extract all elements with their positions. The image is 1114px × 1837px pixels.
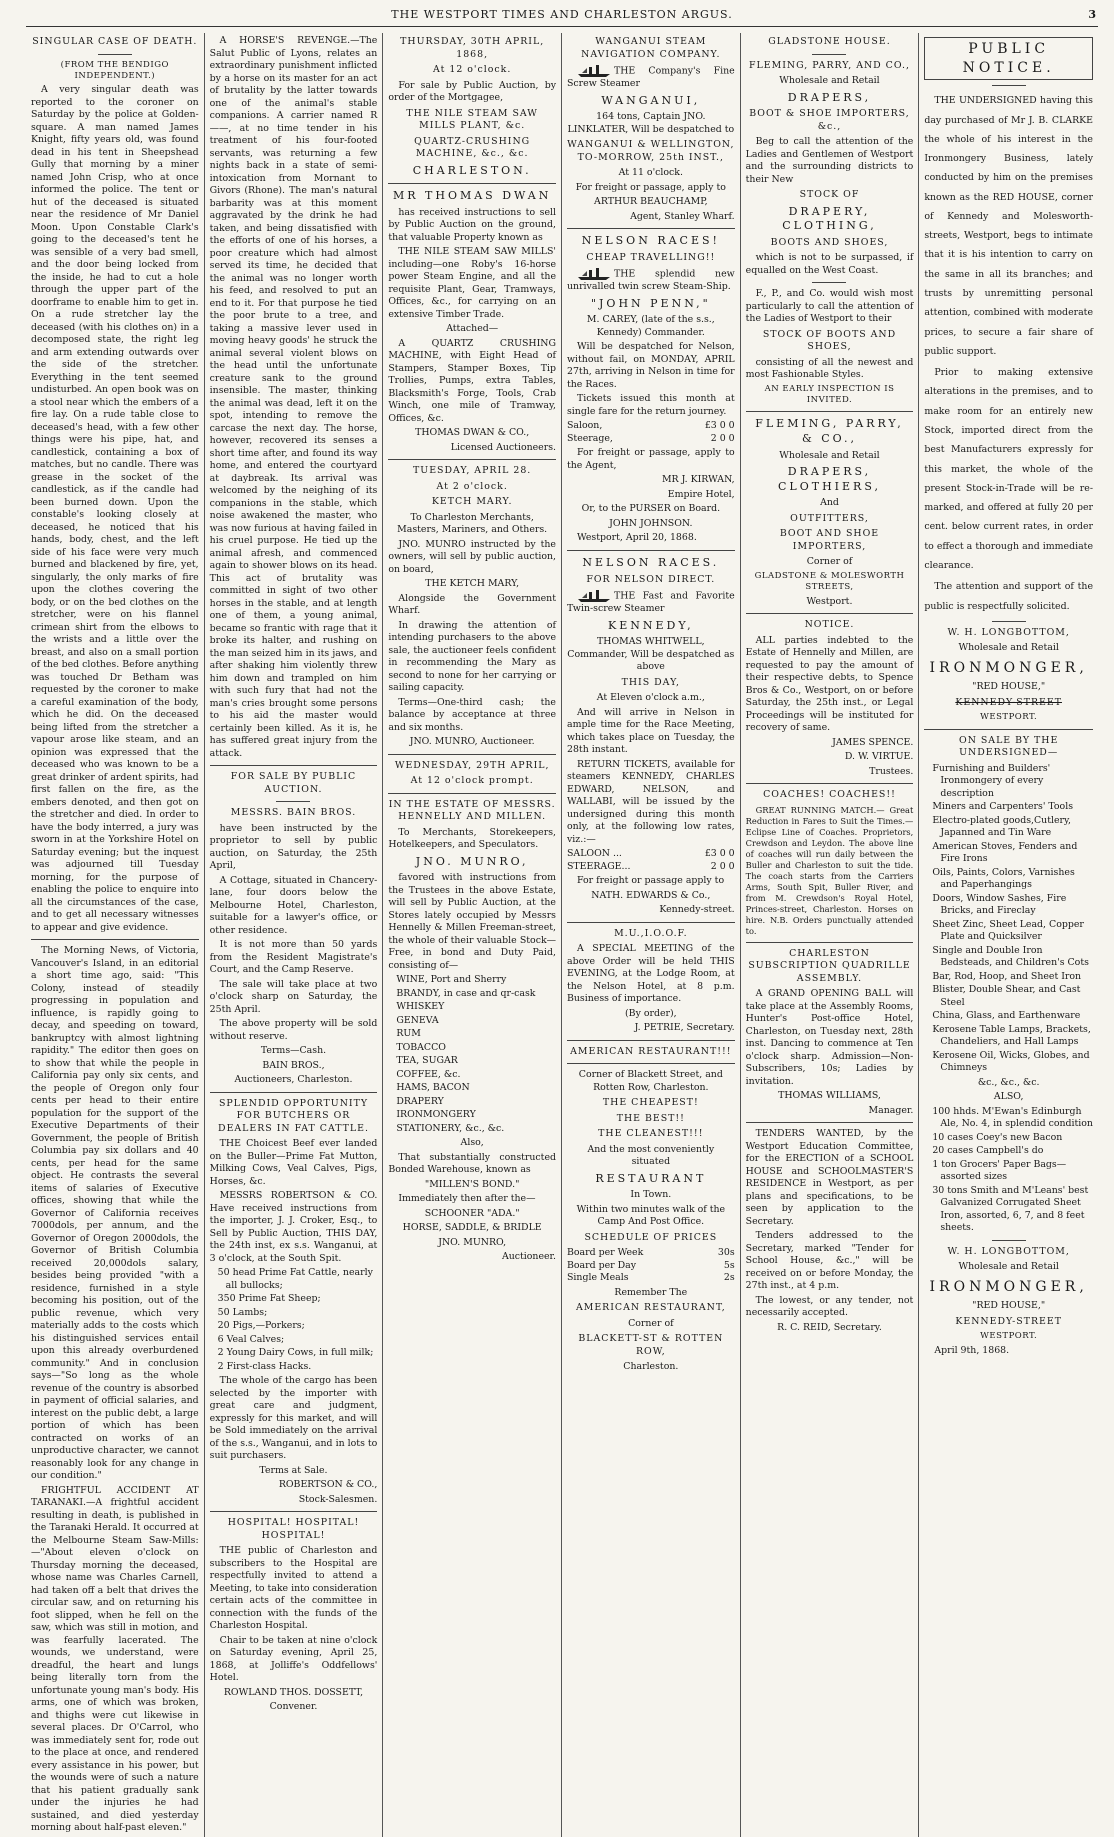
ad-body: SCHOONER "ADA." xyxy=(424,1207,520,1219)
ad-body: Attached— xyxy=(446,323,499,335)
ad-body: &c., &c., &c. xyxy=(977,1076,1040,1088)
ad-time: At 2 o'clock. xyxy=(436,480,508,492)
ad-signature: W. H. LONGBOTTOM, xyxy=(947,1245,1070,1257)
ad-body: Beg to call the attention of the Ladies and Gentlemen of Westport and the surrounding districts to their New xyxy=(745,136,914,185)
column-6 xyxy=(919,33,1098,1837)
ad-body: The attention and support of the public is respectfully solicited. xyxy=(924,581,1093,612)
ad-signature: D. W. VIRTUE. xyxy=(844,751,914,763)
fare-label: Steerage, xyxy=(567,432,613,444)
list-item: TOBACCO xyxy=(396,1041,446,1053)
price-label: Board per Day xyxy=(567,1259,636,1271)
ad-body: For sale by Public Auction, by order of the Mortgagee, xyxy=(388,79,556,103)
ad-headline: COACHES! COACHES!! xyxy=(763,789,896,801)
ad-auctioneer: JNO. MUNRO, xyxy=(415,854,529,868)
ad-body: Within two minutes walk of the Camp And Post Office. xyxy=(576,1203,726,1228)
list-item: Kerosene Table Lamps, Brackets, Chandeliers, and Hall Lamps xyxy=(932,1023,1091,1048)
article-body: A very singular death was reported to the coroner on Saturday by the police at Golden-square. A man named James Knight, fifty years old, was found dead in his tent in Sheepshead Gully that morning by a miner named John Crisp, who at once informed the police. The tent or hut of the deceased is situated near the residence of Mr Daniel Moon. Upon Constable Clark's going to the deceased's tent he was sensible of a very bad smell, and the door being locked from the inside, he had to cut a hole through the upper part of the doorframe to enable him to get in. On a rude stretcher lay the deceased (with his clothes on) in a decomposed state, the right leg and arm extending outwards over the side of the stretcher. Everything in the tent seemed undisturbed. An open book was on a stool near which the embers of a fire lay. On a rude table close to deceased's head, with a few other things were his pipe, hat, and candlestick, containing a box of matches, but no candle. There was grease in the socket of the candlestick, as if the candle had been burned down. Upon the constable's looking closely at deceased, he noticed that his hands, body, chest, and the left side of his face were very much burned and blackened by fire, yet, singularly, the only marks of fire upon the clothes covering the body, or on the bed clothes on the stretcher, were on his flannel crimean shirt from the elbows to the wrists and a little over the breast, and also on a small portion of the bed clothes. Before anything was touched Dr Betham was requested by the coroner to make a careful examination of the body, which he did. On the deceased being lifted from the stretcher a vapour arose like steam, and an opinion was expressed that the deceased who was known to be a great drinker of ardent spirits, had first fallen on the fire, as the embers denoted, and then got on the stretcher and died. In order to have the body interred, a jury was sworn in at the Yorkshire Hotel on Saturday evening; but the inquest was adjourned till Tuesday morning, for the purpose of enabling the police to enquire into all the circumstances of the case, and to get all necessary witnesses to appear and give evidence. xyxy=(31,84,199,933)
ad-headline: PUBLIC NOTICE. xyxy=(924,37,1093,80)
masthead-title: THE WESTPORT TIMES AND CHARLESTON ARGUS. xyxy=(391,8,733,21)
ad-headline: FOR SALE BY PUBLIC AUCTION. xyxy=(230,771,357,795)
ad-signature: ROBERTSON & CO., xyxy=(278,1479,378,1490)
fare-label: STEERAGE... xyxy=(567,860,631,872)
price-label: Single Meals xyxy=(567,1272,629,1284)
ad-body: THE KETCH MARY, xyxy=(425,578,520,590)
ad-body: have been instructed by the proprietor to sell by public auction, on Saturday, the 25th April, xyxy=(209,822,378,871)
ad-body: THE Fast and Favorite Twin-screw Steamer xyxy=(567,590,735,614)
list-item: 20 Pigs,—Porkers; xyxy=(217,1320,305,1331)
list-item: Doors, Window Sashes, Fire Bricks, and Fireclay xyxy=(932,892,1067,917)
list-item: Kerosene Oil, Wicks, Globes, and Chimneys xyxy=(932,1049,1090,1074)
list-item: COFFEE, &c. xyxy=(396,1068,461,1080)
list-item: RUM xyxy=(396,1028,421,1040)
ad-body: Will be despatched for Nelson, without fail, on MONDAY, APRIL 27th, arriving in Nelson in time for the Races. xyxy=(567,341,735,390)
ad-signature: Auctioneer. xyxy=(501,1251,556,1263)
ad-body: THE public of Charleston and subscribers to the Hospital are respectfully invited to attend a Meeting, to take into consideration certain acts of the committee in connection with the funds of the Charleston Hospital. xyxy=(209,1545,378,1631)
ad-item: GLADSTONE & MOLESWORTH STREETS, xyxy=(754,570,905,593)
ad-signature: BAIN BROS., xyxy=(262,1059,325,1071)
ad-headline: NELSON RACES. xyxy=(582,555,720,569)
ad-signature: Manager. xyxy=(868,1104,914,1116)
page-number: 3 xyxy=(1088,8,1096,21)
list-item: IRONMONGERY xyxy=(396,1109,476,1121)
ad-date: THURSDAY, 30TH APRIL, 1868, xyxy=(400,36,545,60)
ad-headline: NOTICE. xyxy=(804,619,855,631)
column-5 xyxy=(741,33,920,1837)
ad-signature: JNO. MUNRO, xyxy=(438,1236,507,1248)
fare-row xyxy=(567,848,735,861)
list-item: Blister, Double Shear, and Cast Steel xyxy=(932,984,1081,1008)
list-item: 30 tons Smith and M'Leans' best Galvanized Corrugated Sheet Iron, assorted, 6, 7, and 8 feet sheets. xyxy=(932,1184,1089,1234)
article-body: The Morning News, of Victoria, Vancouver's Island, in an editorial a short time ago, said: "This Colony, instead of steadily progressing in population and influence, is rapidly going to decay, and speeding on toward, bankruptcy with almost lightning rapidity." The editor then goes on to show that while the people in California pay only six cents, and the people of Oregon only four cents per head to their entire population for the support of the Executive Departments of their Government, the people of British Columbia pay six dollars and 40 cents, per head for the same object. He contrasts the several items of salaries of Executive offices, showing that while the Governor of California receives 7000dols, per annum, and the Governor of Oregon 2000dols, the Governor of British Columbia received 20,000dols salary, besides being provided "with a residence, furnished in a style becoming his position, out of the public revenue, which very materially adds to the costs which his distinguished services entail upon this already overburdened community." And in conclusion says—"So long as the whole revenue of the country is absorbed in payment of official salaries, and interest on the public debt, a large portion of which has been contracted on works of an unproductive character, we cannot reasonably look for any change in our condition." xyxy=(31,945,199,1482)
ad-body: It is not more than 50 yards from the Resident Magistrate's Court, and the Camp Reserve. xyxy=(209,939,378,975)
ad-headline: GLADSTONE HOUSE. xyxy=(768,36,891,47)
price-row xyxy=(567,1260,735,1273)
cattle-list xyxy=(210,1267,378,1373)
list-item: 20 cases Campbell's do xyxy=(932,1145,1044,1157)
ad-item: STOCK OF xyxy=(799,189,860,201)
ad-body: WESTPORT. xyxy=(980,712,1038,723)
ad-body: HORSE, SADDLE, & BRIDLE xyxy=(402,1222,542,1234)
ad-headline: HOSPITAL! HOSPITAL! HOSPITAL! xyxy=(227,1517,360,1541)
ad-body: A SPECIAL MEETING of the above Order will be held THIS EVENING, at the Lodge Room, at the Nelson Hotel, at 8 p.m. Business of importance. xyxy=(567,943,735,1005)
ad-body: At 11 o'clock. xyxy=(618,167,683,179)
ad-body: And the most conveniently situated xyxy=(587,1143,715,1168)
ad-item: STOCK OF BOOTS AND SHOES, xyxy=(762,328,897,353)
ad-signature: ARTHUR BEAUCHAMP, xyxy=(594,196,708,208)
ad-signature: Agent, Stanley Wharf. xyxy=(630,210,735,222)
list-item: Bar, Rod, Hoop, and Sheet Iron xyxy=(932,970,1082,982)
ad-body: "MILLEN'S BOND." xyxy=(424,1178,520,1190)
ad-body: favored with instructions from the Trustees in the above Estate, will sell by Public Auction, at the Stores lately occupied by Messrs Hennelly & Millen Freeman-street, the whole of their valuable Stock—Free, in bond and Duty Paid, consisting of— xyxy=(388,872,556,971)
ad-item: BOOT AND SHOE IMPORTERS, xyxy=(779,528,880,552)
ad-body: The sale will take place at two o'clock sharp on Saturday, the 25th April. xyxy=(209,978,378,1015)
ad-body: Tenders addressed to the Secretary, marked "Tender for School House, &c.," will be received on or before Monday, the 27th inst., at 4 p.m. xyxy=(745,1230,914,1292)
masthead xyxy=(26,8,1098,27)
ad-item: AMERICAN RESTAURANT, xyxy=(575,1302,726,1314)
ad-item: THE CLEANEST!!! xyxy=(598,1128,704,1140)
ad-body: MESSRS ROBERTSON & CO. Have received instructions from the importer, J. J. Croker, Esq., to Sell by Public Auction, THIS DAY, the 24th inst, ex s.s. Wanganui, at 3 o'clock, at the South Spit. xyxy=(209,1190,378,1264)
ad-headline: M.U.,I.O.O.F. xyxy=(614,927,688,939)
ad-body: 164 tons, Captain JNO. LINKLATER, Will be despatched to xyxy=(567,111,735,135)
list-item: DRAPERY xyxy=(396,1095,444,1107)
ad-item: BLACKETT-ST & ROTTEN ROW, xyxy=(578,1333,724,1357)
ad-body: "RED HOUSE," xyxy=(972,681,1046,693)
list-item: HAMS, BACON xyxy=(396,1082,470,1094)
ad-item: BOOTS AND SHOES, xyxy=(770,236,889,248)
list-item: American Stoves, Fenders and Fire Irons xyxy=(932,840,1078,865)
ad-headline: WANGANUI STEAM NAVIGATION COMPANY. xyxy=(581,36,721,60)
list-item: 1 ton Grocers' Paper Bags—assorted sizes xyxy=(932,1158,1067,1183)
ad-body: At Eleven o'clock a.m., xyxy=(596,692,705,704)
price-label: Board per Week xyxy=(567,1247,644,1259)
column-1 xyxy=(26,33,205,1837)
ad-signature: Licensed Auctioneers. xyxy=(450,441,556,453)
list-item: 50 Lambs; xyxy=(217,1306,268,1318)
ad-body: "RED HOUSE," xyxy=(972,1300,1046,1312)
ad-body: has received instructions to sell by Public Auction on the ground, that valuable Property known as xyxy=(388,206,556,243)
list-item: WHISKEY xyxy=(396,1001,445,1013)
ad-body: WESTPORT. xyxy=(980,1331,1038,1342)
ad-body: THOMAS WHITWELL, Commander, Will be despatched as above xyxy=(567,636,735,673)
fare-label: SALOON ... xyxy=(567,848,622,860)
ad-body: Corner of xyxy=(628,1317,674,1329)
ad-body: The above property will be sold without reserve. xyxy=(209,1018,378,1042)
ad-item: BOOT & SHOE IMPORTERS, &c., xyxy=(749,108,910,132)
ad-item: KETCH MARY. xyxy=(431,496,513,508)
ad-body: In drawing the attention of intending purchasers to the above sale, the auctioneer feels confident in recommending the Mary as second to none for her carrying or sailing capacity. xyxy=(388,619,556,694)
list-item: 100 hhds. M'Ewan's Edinburgh Ale, No. 4, in splendid condition xyxy=(932,1105,1093,1130)
column-3 xyxy=(383,33,562,1837)
ad-signature: Trustees. xyxy=(869,765,914,777)
ad-body: That substantially constructed Bonded Warehouse, known as xyxy=(388,1151,556,1176)
ad-place: CHARLESTON. xyxy=(412,163,532,177)
ad-headline: AMERICAN RESTAURANT!!! xyxy=(570,1045,732,1057)
ad-body: THE NILE STEAM SAW MILLS' including—one Roby's 16-horse power Steam Engine, and all the requisite Plant, Gear, Tramways, Offices, &c., for carrying on an extensive Timber Trade. xyxy=(388,246,556,320)
ad-body: M. CAREY, (late of the s.s., Kennedy) Commander. xyxy=(586,314,715,338)
ad-body: THE UNDERSIGNED having this day purchased of Mr J. B. CLARKE the whole of his interest in the Ironmongery Business, lately conducted by him on the premises known as the RED HOUSE, corner of Kennedy and Molesworth-streets, Westport, begs to intimate that it is his intention to carry on the same in all its branches; and trusts by unremitting personal attention, combined with moderate prices, to secure a fair share of public support. xyxy=(924,95,1093,357)
steamship-icon xyxy=(577,64,611,78)
list-item: BRANDY, in case and qr-cask xyxy=(396,987,536,999)
ad-body: THE Choicest Beef ever landed on the Buller—Prime Fat Mutton, Milking Cows, Veal Calves, Pigs, Horses, &c. xyxy=(209,1138,378,1187)
ad-item: SCHEDULE OF PRICES xyxy=(584,1231,718,1243)
ad-signature: NATH. EDWARDS & Co., xyxy=(591,889,711,901)
ad-headline: ON SALE BY THE UNDERSIGNED— xyxy=(959,734,1059,759)
ad-item: IRONMONGER, xyxy=(929,1278,1088,1295)
ad-body: Alongside the Government Wharf. xyxy=(388,592,556,617)
steamship-icon xyxy=(577,589,611,603)
list-item: China, Glass, and Earthenware xyxy=(932,1010,1081,1022)
goods-list xyxy=(924,1106,1093,1235)
ad-headline: NELSON RACES! xyxy=(581,234,720,248)
ship-name: WANGANUI, xyxy=(601,93,701,107)
ad-item: RESTAURANT xyxy=(595,1171,707,1185)
list-item: Furnishing and Builders' Ironmongery of every description xyxy=(932,762,1051,799)
ad-signature: JAMES SPENCE. xyxy=(832,736,914,748)
list-item: GENEVA xyxy=(396,1014,439,1026)
ad-body: Tickets issued this month at single fare for the return journey. xyxy=(567,393,735,417)
list-item: STATIONERY, &c., &c. xyxy=(396,1122,505,1134)
ad-body: Prior to making extensive alterations in the premises, and to make room for an entirely new Stock, imported direct from the best Manufacturers expressly for this market, the whole of the present Stock-in-Trade will be re-marked, and offered at fully 20 per cent. below current rates, in order to effect a thorough and immediate clearance. xyxy=(924,367,1093,571)
ad-item: THE CHEAPEST! xyxy=(602,1097,699,1109)
list-item: 10 cases Coey's new Bacon xyxy=(932,1131,1063,1143)
ad-body: Wholesale and Retail xyxy=(779,449,880,461)
ironmongery-list xyxy=(924,763,1093,1075)
ad-date: TUESDAY, APRIL 28. xyxy=(413,465,532,477)
column-4 xyxy=(562,33,741,1837)
list-item: 350 Prime Fat Sheep; xyxy=(217,1293,321,1304)
ad-signature: Convener. xyxy=(269,1701,318,1712)
ad-body: Corner of Blackett Street, and Rotten Row, Charleston. xyxy=(578,1069,723,1093)
ad-item: THE NILE STEAM SAW MILLS PLANT, &c. xyxy=(406,107,538,131)
fare-row xyxy=(567,420,735,433)
ad-signature: THOMAS DWAN & CO., xyxy=(415,427,530,439)
ad-body: Remember The xyxy=(614,1286,688,1298)
list-item: Sheet Zinc, Sheet Lead, Copper Plate and Quicksilver xyxy=(932,918,1084,943)
ad-body: ALSO, xyxy=(993,1091,1024,1103)
ad-date: WEDNESDAY, 29TH APRIL, xyxy=(394,759,550,771)
ad-signature: J. PETRIE, Secretary. xyxy=(634,1022,735,1034)
ad-item: IRONMONGER, xyxy=(929,659,1088,676)
ad-signature: MR J. KIRWAN, xyxy=(661,474,735,486)
price-value: 30s xyxy=(717,1247,735,1259)
ad-body: A Cottage, situated in Chancery-lane, four doors below the Melbourne Hotel, Charleston, suitable for a lawyer's office, or other residence. xyxy=(209,874,378,936)
list-item: Miners and Carpenters' Tools xyxy=(932,801,1074,813)
ad-body: TENDERS WANTED, by the Westport Education Committee, for the ERECTION of a SCHOOL HOUSE and SCHOOLMASTER'S RESIDENCE in Westport, as per plans and specifications, to be seen by application to the Secretary. xyxy=(745,1128,914,1227)
ad-signature: JOHN JOHNSON. xyxy=(609,517,693,529)
ad-body: A QUARTZ CRUSHING MACHINE, with Eight Head of Stampers, Stamper Boxes, Tip Trollies, Pumps, extra Tables, Blacksmith's Forge, Tools, Crab Winch, one mile of Tramway, Offices, &c. xyxy=(388,337,556,424)
ad-item: QUARTZ-CRUSHING MACHINE, &c., &c. xyxy=(414,135,531,159)
ad-time: At 12 o'clock prompt. xyxy=(410,775,534,787)
ad-body: JNO. MUNRO instructed by the owners, will sell by public auction, on board, xyxy=(388,538,556,575)
fare-value: 2 0 0 xyxy=(710,860,735,872)
ad-signature: W. H. LONGBOTTOM, xyxy=(947,626,1070,638)
ship-name: "JOHN PENN," xyxy=(590,296,711,310)
ad-item: KENNEDY-STREET xyxy=(955,1315,1062,1327)
price-value: 2s xyxy=(723,1272,735,1284)
ad-body: To Merchants, Storekeepers, Hotelkeepers, and Speculators. xyxy=(388,826,556,851)
ad-signature: JNO. MUNRO, Auctioneer. xyxy=(409,736,535,748)
ad-body: In Town. xyxy=(630,1189,672,1201)
ad-body: And xyxy=(820,497,839,509)
ad-signature: Stock-Salesmen. xyxy=(298,1493,378,1505)
ad-item: THIS DAY, xyxy=(621,676,681,688)
ad-item: OUTFITTERS, xyxy=(790,512,869,524)
ad-body: Wholesale and Retail xyxy=(958,1261,1059,1273)
price-value: 5s xyxy=(723,1259,735,1271)
ad-item: DRAPERS, CLOTHIERS, xyxy=(778,465,881,493)
ad-signature: Auctioneers, Charleston. xyxy=(234,1074,353,1085)
ad-body: (By order), xyxy=(625,1007,677,1019)
ad-body: The lowest, or any tender, not necessarily accepted. xyxy=(745,1294,914,1319)
ad-body: ALL parties indebted to the Estate of Hennelly and Millen, are requested to pay the amount of their respective debts, to Spence Bros & Co., Westport, on or before Saturday, the 25th inst., or Legal Proceedings will be instituted for recovery of same. xyxy=(745,634,914,734)
ad-firm: MESSRS. BAIN BROS. xyxy=(230,807,357,818)
ad-body: For freight or passage, apply to the Agent, xyxy=(567,447,735,471)
ad-item: THE BEST!! xyxy=(616,1112,685,1124)
list-item: 2 Young Dairy Cows, in full milk; xyxy=(217,1347,374,1358)
ad-signature: Empire Hotel, xyxy=(667,488,735,500)
list-item: Single and Double Iron Bedsteads, and Children's Cots xyxy=(932,944,1089,969)
fare-row xyxy=(567,433,735,446)
ad-body: RETURN TICKETS, available for steamers KENNEDY, CHARLES EDWARD, NELSON, and WALLABI, will be issued by the undersigned during this month only, at the following low rates, viz.:— xyxy=(567,758,735,845)
ad-item: IN THE ESTATE OF MESSRS. HENNELLY AND MILLEN. xyxy=(388,798,556,823)
ad-item: DRAPERY, CLOTHING, xyxy=(782,204,877,233)
price-row xyxy=(567,1247,735,1260)
ad-item: DRAPERS, xyxy=(787,90,872,104)
ad-headline: SPLENDID OPPORTUNITY FOR BUTCHERS OR DEALERS IN FAT CATTLE. xyxy=(218,1097,369,1134)
ad-body: Corner of xyxy=(806,556,853,568)
ad-body: The whole of the cargo has been selected by the importer with great care and judgment, expressly for this market, and will be Sold immediately on the arrival of the s.s., Wanganui, and in lots to suit purchasers. xyxy=(209,1375,378,1461)
ad-body: GREAT RUNNING MATCH.— Great Reduction in Fares to Suit the Times.—Eclipse Line of Coaches. Proprietors, Crewdson and Leydon. The above line of coaches will run daily between the Buller and Charleston to suit the tide. The coach starts from the Carriers Arms, South Spit, Buller River, and from M. Crewdson's Royal Hotel, Princes-street, Charleston. Horses on hire. N.B. Orders punctually attended to. xyxy=(745,804,914,936)
list-item: Electro-plated goods,Cutlery, Japanned and Tin Ware xyxy=(932,814,1072,839)
ad-body: Charleston. xyxy=(623,1361,679,1373)
ad-terms: Terms at Sale. xyxy=(259,1464,328,1476)
article-body: FRIGHTFUL ACCIDENT AT TARANAKI.—A frightful accident resulting in death, is published in the Taranaki Herald. It occurred at the Melbourne Steam Saw-Mills:—"About eleven o'clock on Thursday morning the deceased, whose name was Charles Carnell, had taken off a belt that drives the circular saw, and on returning his foot slipped, when he fell on the saw, which was still in motion, and was fearfully lacerated. The wounds, we understand, were dreadful, the heart and lungs being literally torn from the unfortunate young man's body. His arms, one of which was broken, and thighs were cut likewise in several places. Dr O'Carrol, who was immediately sent for, rode out to the place at once, and rendered every assistance in his power, but the wounds were of such a nature that his patient gradually sank under the injuries he had sustained, and died yesterday morning about half-past eleven." xyxy=(31,1484,199,1834)
list-item: 6 Veal Calves; xyxy=(217,1333,285,1345)
ad-signature: Kennedy-street. xyxy=(659,904,735,916)
ad-body: A GRAND OPENING BALL will take place at the Assembly Rooms, Hunter's Post-office Hotel, Charleston, on Tuesday next, 28th inst. Dancing to commence at Ten o'clock sharp. Admission—Non-Subscribers, 10s; Ladies by invitation. xyxy=(745,988,914,1087)
list-item: Oils, Paints, Colors, Varnishes and Paperhangings xyxy=(932,866,1075,891)
list-item: TEA, SUGAR xyxy=(396,1055,458,1067)
ad-body: Also, xyxy=(460,1137,484,1149)
ship-name: KENNEDY, xyxy=(607,618,694,632)
ad-item: FOR NELSON DIRECT. xyxy=(586,573,716,585)
ad-headline: CHARLESTON SUBSCRIPTION QUADRILLE ASSEMBLY. xyxy=(748,947,911,984)
fare-label: Saloon, xyxy=(567,420,603,432)
ad-body: Chair to be taken at nine o'clock on Saturday evening, April 25, 1868, at Jolliffe's Oddfellows' Hotel. xyxy=(209,1634,378,1683)
ad-date: April 9th, 1868. xyxy=(934,1344,1010,1356)
fare-value: £3 0 0 xyxy=(704,848,735,860)
ad-body: Wholesale and Retail xyxy=(779,75,880,86)
article-headline: SINGULAR CASE OF DEATH. xyxy=(32,36,198,47)
fare-row xyxy=(567,861,735,874)
ad-item: KENNEDY-STREET xyxy=(955,696,1062,708)
column-2 xyxy=(205,33,384,1837)
ad-body: THE splendid new unrivalled twin screw Steam-Ship. xyxy=(567,268,735,293)
ad-signature: THOMAS WILLIAMS, xyxy=(778,1090,881,1102)
ad-signature: R. C. REID, Secretary. xyxy=(777,1321,882,1333)
ad-body: Terms—One-third cash; the balance by acceptance at three and six months. xyxy=(388,696,556,733)
ad-item: AN EARLY INSPECTION IS INVITED. xyxy=(764,383,895,406)
ad-body: which is not to be surpassed, if equalled on the West Coast. xyxy=(745,252,914,276)
ad-firm: FLEMING, PARRY, AND CO., xyxy=(749,59,910,71)
ad-body: Immediately then after the— xyxy=(398,1193,536,1205)
ad-date: Westport, April 20, 1868. xyxy=(577,532,697,544)
ad-body: Wholesale and Retail xyxy=(958,642,1059,654)
list-item: 50 head Prime Fat Cattle, nearly all bullocks; xyxy=(217,1267,373,1291)
ad-body: Westport. xyxy=(806,595,853,607)
article-source: (FROM THE BENDIGO INDEPENDENT.) xyxy=(60,59,169,81)
ad-terms: Terms—Cash. xyxy=(260,1045,327,1056)
ad-signature: ROWLAND THOS. DOSSETT, xyxy=(223,1686,364,1698)
ad-auctioneer: MR THOMAS DWAN xyxy=(392,189,552,203)
ad-time: At 12 o'clock. xyxy=(433,64,512,75)
ad-item: WANGANUI & WELLINGTON, TO-MORROW, 25th INST., xyxy=(567,139,735,163)
goods-list xyxy=(388,974,556,1135)
ad-body: Or, to the PURSER on Board. xyxy=(581,503,721,515)
price-row xyxy=(567,1272,735,1285)
ad-body: And will arrive in Nelson in ample time for the Race Meeting, which takes place on Tuesday, the 28th instant. xyxy=(567,706,735,756)
ad-body: THE Company's Fine Screw Steamer xyxy=(567,65,735,89)
ad-body: For freight or passage, apply to xyxy=(575,181,726,193)
ad-item: CHEAP TRAVELLING!! xyxy=(586,251,716,263)
article-body: A HORSE'S REVENGE.—The Salut Public of Lyons, relates an extraordinary punishment inflicted by a horse on its master for an act of brutality by the latter towards one of the animal's stable companions. A carrier named R——, at no time tender in his treatment of his four-footed servants, was returning a few nights back in a state of semi-intoxication from Mornant to Givors (Rhone). The man's natural barbarity was at this moment aggravated by the drink he had taken, and being dissatisfied with the efforts of one of his horses, a poor creature which had almost served its time, he decided that the animal was no longer worth his feed, and resolved to put an end to it. For that purpose he tied the poor brute to a tree, and taking a massive lever used in moving heavy goods' he struck the animal several violent blows on the head until the unfortunate creature sank to the ground insensible. The master, thinking the animal was dead, left it on the spot, intending to remove the carcase the next day. The horse, however, recovered its senses a short time after, and found its way home, and entered the courtyard at daybreak. Its arrival was welcomed by the neighing of its companions in the stable, which noise awakened the master, who was now furious at having failed in his cruel purpose. He tied up the animal afresh, and commenced again to shower blows on its head. This act of brutality was committed in sight of two other horses in the stable, and at length one of them, a young animal, became so frantic with rage that it broke its halter, and rushing on the man seized him in its jaws, and after shaking him violently threw him down and trampled on him with such fury that had not the man's cries brought some persons to his aid the master would certainly been killed. As it is, he has suffered great injury from the attack. xyxy=(209,35,378,759)
ad-body: To Charleston Merchants, Masters, Mariners, and Others. xyxy=(397,511,548,536)
fare-value: £3 0 0 xyxy=(704,420,735,432)
fare-value: 2 0 0 xyxy=(710,432,735,444)
list-item: WINE, Port and Sherry xyxy=(396,974,507,986)
ad-body: F., P., and Co. would wish most particularly to call the attention of the Ladies of Westport to their xyxy=(745,288,914,325)
ad-firm: FLEMING, PARRY, & CO., xyxy=(755,417,904,446)
ad-body: consisting of all the newest and most Fashionable Styles. xyxy=(745,356,914,381)
ad-body: For freight or passage apply to xyxy=(577,875,725,887)
steamship-icon xyxy=(577,267,611,281)
list-item: 2 First-class Hacks. xyxy=(217,1360,312,1372)
